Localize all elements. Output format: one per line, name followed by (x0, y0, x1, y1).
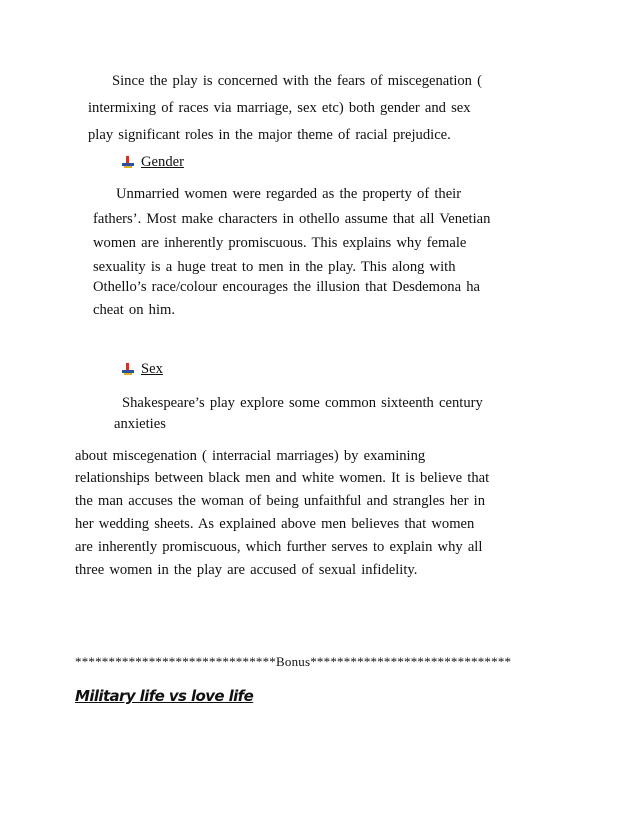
gender-line-2: fathers’. Most make characters in othello assume that all Venetian (93, 211, 491, 227)
sex-line-1: Shakespeare’s play explore some common sixteenth century (122, 395, 483, 411)
sex-line-6: her wedding sheets. As explained above men believes that women (75, 516, 475, 532)
gender-line-4: sexuality is a huge treat to men in the play. This along with (93, 259, 456, 275)
gender-line-6: cheat on him. (93, 302, 176, 318)
sex-line-7: are inherently promiscuous, which further serves to explain why all (75, 539, 483, 555)
intro-line-2: intermixing of races via marriage, sex etc) both gender and sex (88, 100, 471, 116)
sex-bullet (121, 360, 163, 378)
bullet-arrow-icon (121, 362, 135, 376)
sex-line-8: three women in the play are accused of sexual infidelity. (75, 562, 418, 578)
intro-line-3: play significant roles in the major theme of racial prejudice. (88, 127, 451, 143)
sex-line-5: the man accuses the woman of being unfaithful and strangles her in (75, 493, 486, 509)
sex-heading: Sex (141, 361, 163, 377)
bonus-separator: ******************************Bonus****************************** (75, 654, 512, 669)
gender-heading: Gender (141, 154, 184, 170)
gender-bullet (121, 153, 184, 171)
gender-line-3: women are inherently promiscuous. This explains why female (93, 235, 467, 251)
military-life-heading: Military life vs love life (75, 687, 254, 705)
sex-line-2: anxieties (114, 416, 166, 432)
sex-line-4: relationships between black men and white women. It is believe that (75, 470, 490, 486)
sex-line-3: about miscegenation ( interracial marriages) by examining (75, 448, 426, 464)
intro-line-1: Since the play is concerned with the fears of miscegenation ( (112, 73, 482, 89)
gender-line-5: Othello’s race/colour encourages the illusion that Desdemona ha (93, 279, 480, 295)
bullet-arrow-icon (121, 155, 135, 169)
gender-line-1: Unmarried women were regarded as the property of their (116, 186, 462, 202)
